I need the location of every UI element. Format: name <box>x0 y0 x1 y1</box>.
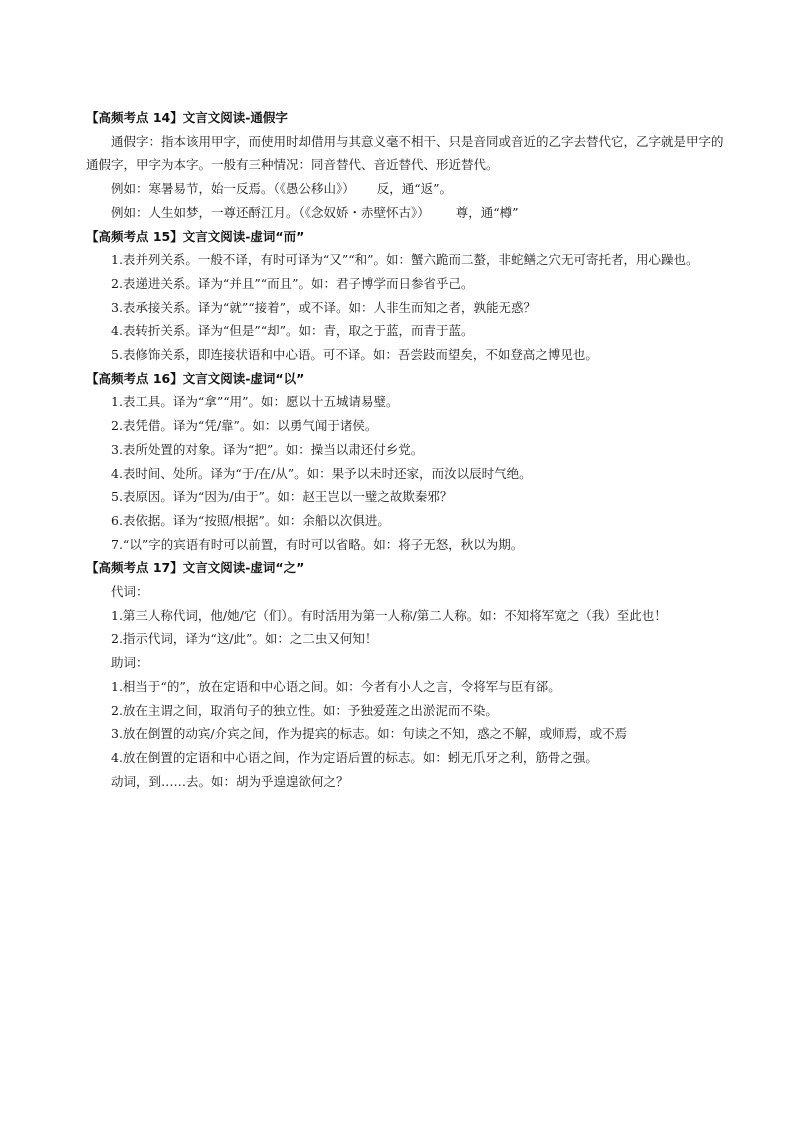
list-item: 1.表并列关系。一般不译，有时可译为“又”“和”。如：蟹六跪而二螯，非蛇鳝之穴无可寄托者，用心躁也。 <box>111 252 699 268</box>
list-item: 3.表所处置的对象。译为“把”。如：操当以肃还付乡党。 <box>111 441 424 457</box>
section-heading-16: 【高频考点 16】文言文阅读-虚词“以” <box>86 370 305 386</box>
example-text: 例如：寒暑易节，始一反焉。（《愚公移山》） <box>111 181 355 197</box>
list-item: 1.相当于“的”，放在定语和中心语之间。如：今者有小人之言，令将军与臣有郤。 <box>111 678 561 694</box>
list-item: 3.放在倒置的动宾/介宾之间，作为提宾的标志。如：句读之不知，惑之不解，或师焉，或不焉 <box>111 726 628 742</box>
example-line <box>86 201 726 225</box>
section-heading-14: 【高频考点 14】文言文阅读-通假字 <box>86 110 288 125</box>
example-note: 反，通“返”。 <box>376 181 453 197</box>
paragraph-definition: 通假字：指本该用甲字，而使用时却借用与其意义毫不相干、只是音同或音近的乙字去替代它，乙字就是甲字的通假字，甲字为本字。一般有三种情况：同音替代、音近替代、形近替代。 <box>86 133 724 173</box>
list-item: 2.表凭借。译为“凭/靠”。如：以勇气闻于诸侯。 <box>111 418 378 434</box>
list-item: 2.放在主谓之间，取消句子的独立性。如：予独爱莲之出淤泥而不染。 <box>111 702 498 718</box>
example-line <box>86 177 726 201</box>
example-text: 例如：人生如梦，一尊还酹江月。（《念奴娇・赤壁怀古》） <box>111 204 430 220</box>
list-item: 2.表递进关系。译为“并且”“而且”。如：君子博学而日参省乎己。 <box>111 275 474 291</box>
list-item: 3.表承接关系。译为“就”“接着”，或不译。如：人非生而知之者，孰能无惑？ <box>111 299 536 315</box>
list-item: 4.放在倒置的定语和中心语之间，作为定语后置的标志。如：蚓无爪牙之利，筋骨之强。 <box>111 749 598 765</box>
list-item: 动词，到……去。如：胡为乎遑遑欲何之？ <box>111 773 349 789</box>
document-page <box>86 106 726 793</box>
subheading-particle: 助词： <box>111 655 149 671</box>
list-item: 1.第三人称代词，他/她/它（们）。有时活用为第一人称/第二人称。如：不知将军宽之（我）至此也！ <box>111 607 667 623</box>
list-item: 7.“以”字的宾语有时可以前置，有时可以省略。如：将子无怒，秋以为期。 <box>111 536 524 552</box>
example-note: 尊，通“樽” <box>455 204 519 220</box>
list-item: 4.表时间、处所。译为“于/在/从”。如：果予以未时还家，而汝以辰时气绝。 <box>111 465 532 481</box>
list-item: 6.表依据。译为“按照/根据”。如：余船以次俱进。 <box>111 512 390 528</box>
list-item: 5.表修饰关系，即连接状语和中心语。可不译。如：吾尝跂而望矣，不如登高之博见也。 <box>111 347 598 363</box>
list-item: 4.表转折关系。译为“但是”“却”。如：青，取之于蓝，而青于蓝。 <box>111 323 474 339</box>
section-heading-15: 【高频考点 15】文言文阅读-虚词“而” <box>86 228 305 244</box>
list-item: 5.表原因。译为“因为/由于”。如：赵王岂以一璧之故欺秦邪？ <box>111 489 453 505</box>
subheading-pronoun: 代词： <box>111 584 149 600</box>
list-item: 1.表工具。译为“拿”“用”。如：愿以十五城请易璧。 <box>111 394 399 410</box>
list-item: 2.指示代词，译为“这/此”。如：之二虫又何知！ <box>111 631 378 647</box>
section-heading-17: 【高频考点 17】文言文阅读-虚词“之” <box>86 560 305 576</box>
